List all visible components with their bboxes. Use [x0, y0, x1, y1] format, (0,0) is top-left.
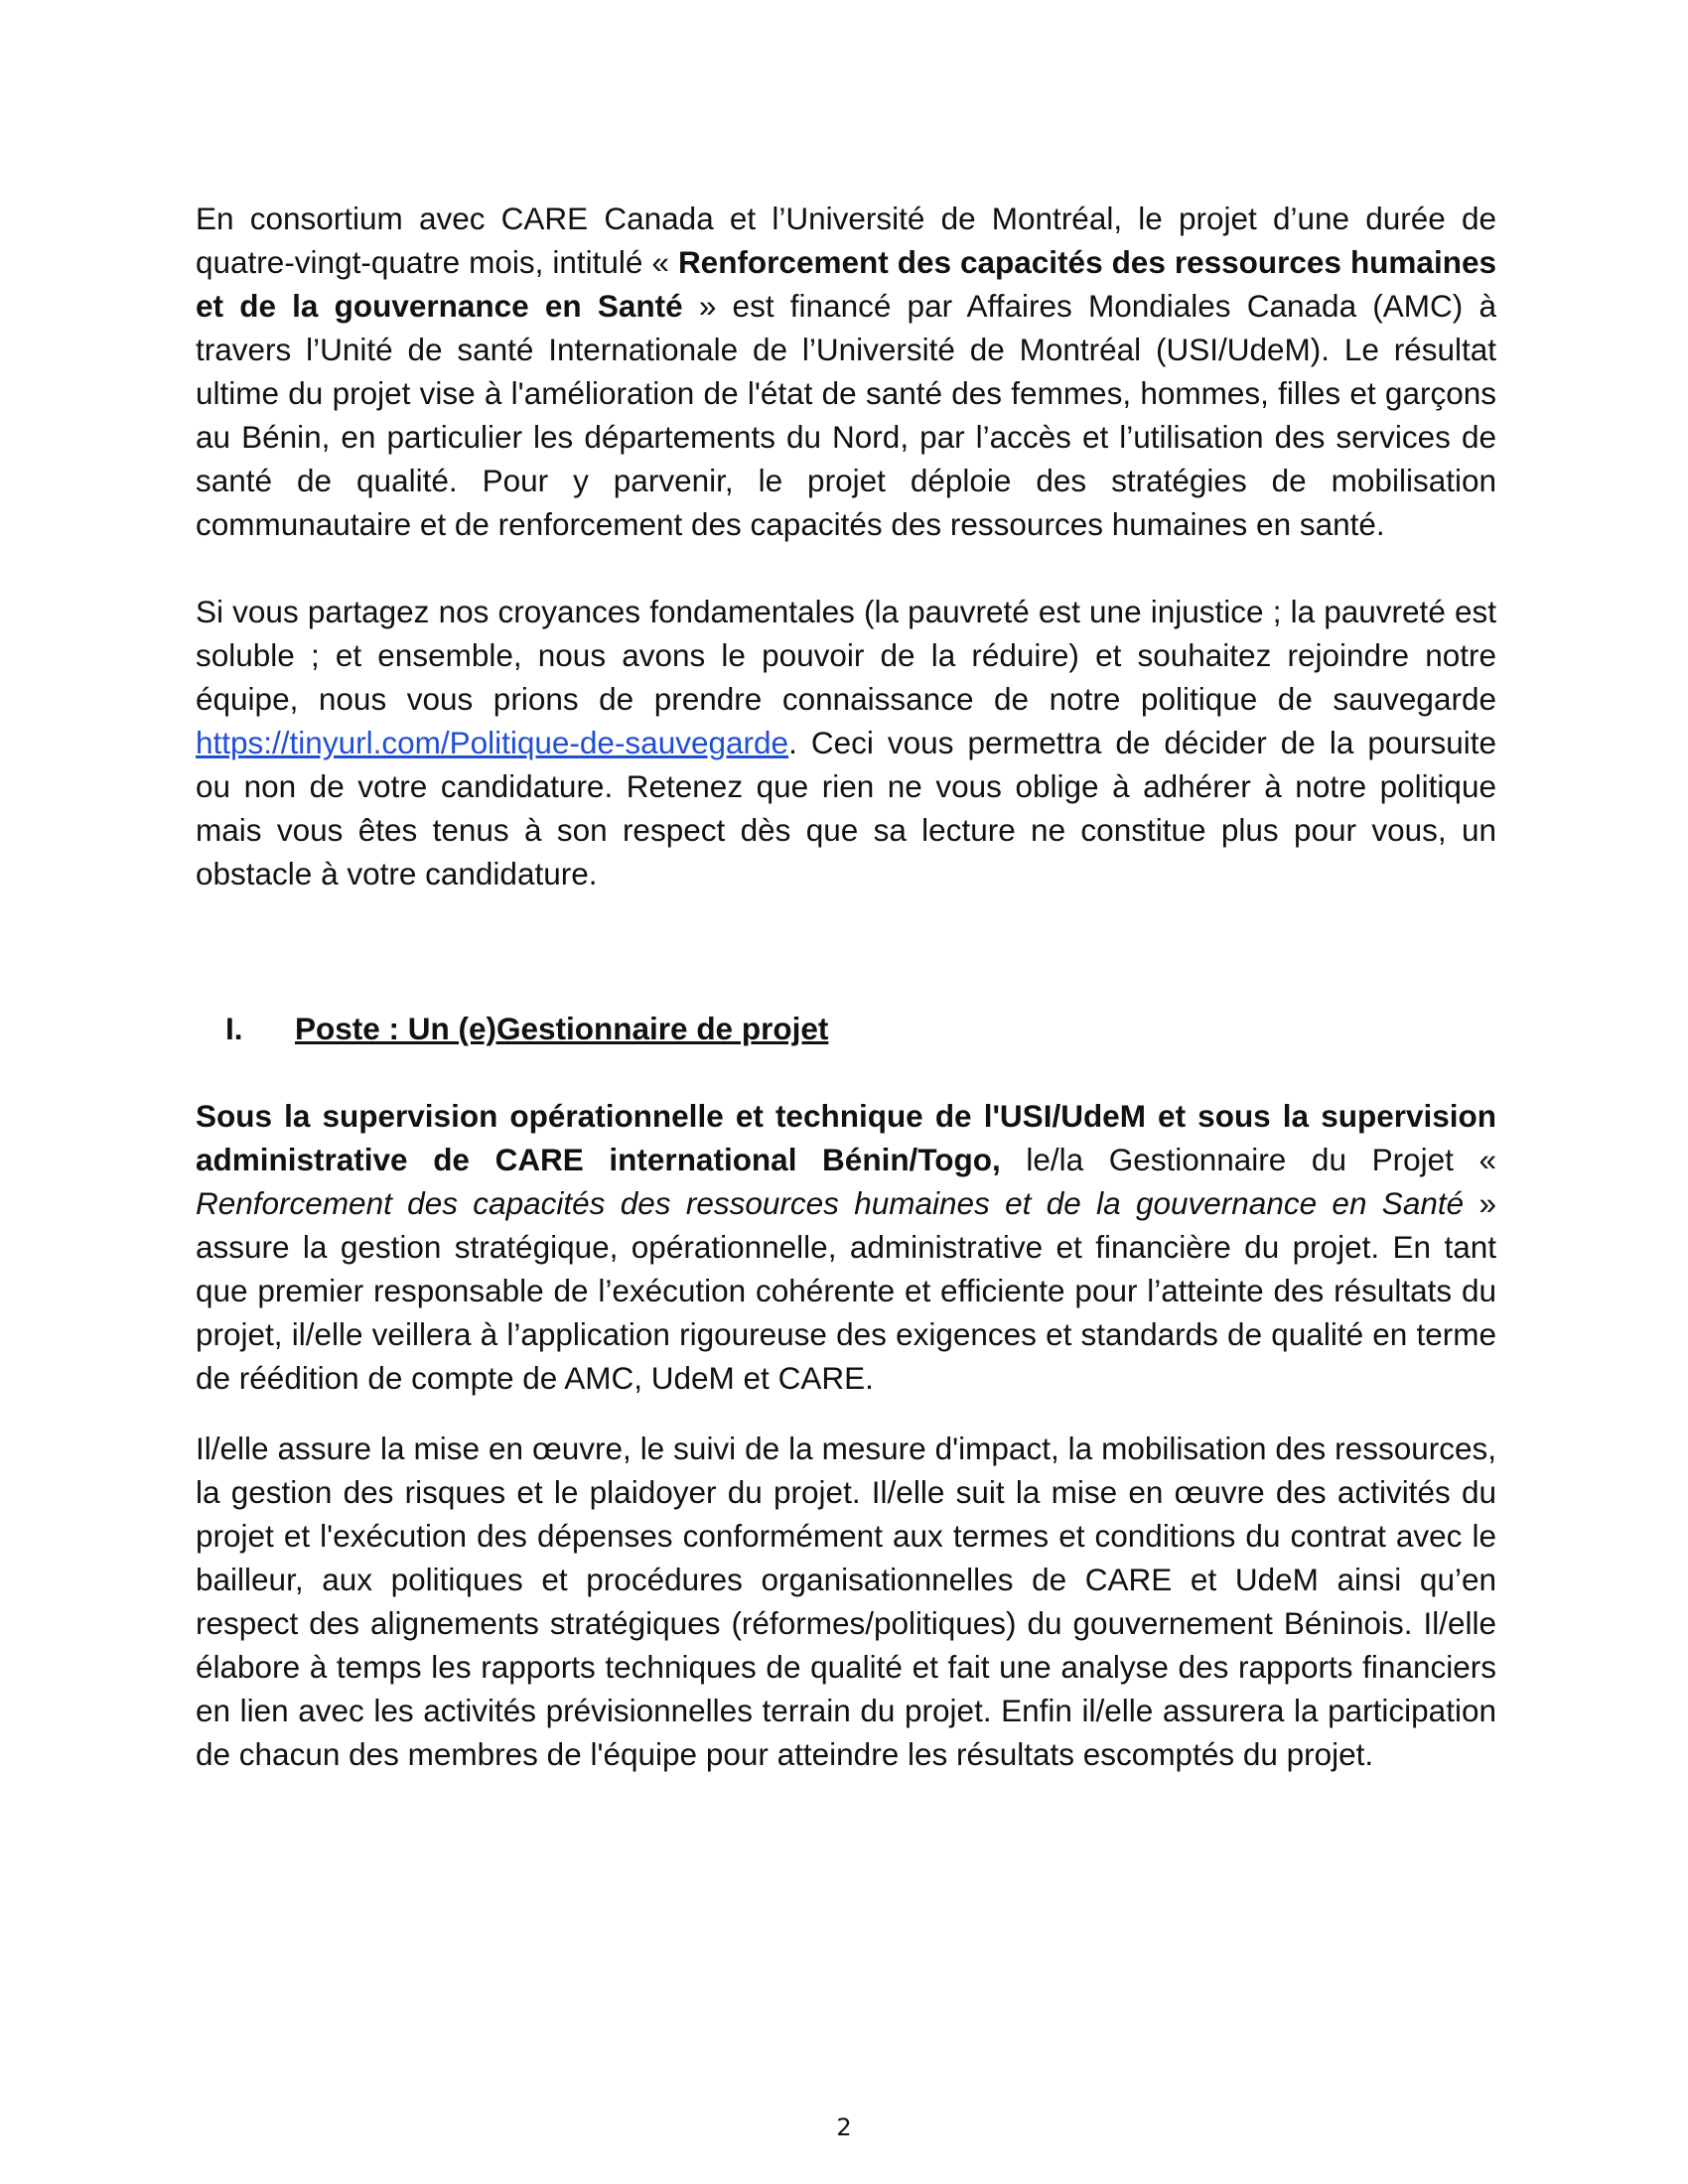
intro-text-2: » est financé par Affaires Mondiales Canada (AMC) à travers l’Unité de santé Internationale de l’Université de Montréal (USI/UdeM). Le résultat ultime du projet vise à l'amélioration de l'état de santé des femmes, hommes, filles et garçons au Bénin, en particulier les départements du Nord, par l’accès et l’utilisation des services de santé de qualité. Pour y parvenir, le projet déploie des stratégies de mobilisation communautaire et de renforcement des capacités des ressources humaines en santé. [196, 288, 1496, 542]
policy-paragraph [196, 590, 1496, 895]
responsibilities-paragraph [196, 1427, 1496, 1776]
supervision-text-2: » assure la gestion stratégique, opérationnelle, administrative et financière du projet. En tant que premier responsable de l’exécution cohérente et efficiente pour l’atteinte des résultats du projet, il/elle veillera à l’application rigoureuse des exigences et standards de qualité en terme de réédition de compte de AMC, UdeM et CARE. [196, 1185, 1496, 1396]
section-heading [196, 1007, 1496, 1050]
section-number: I. [225, 1011, 243, 1046]
intro-text-1: En consortium avec CARE Canada et l’Université de Montréal, le projet d’une durée de quatre-vingt-quatre mois, intitulé « [196, 201, 1496, 280]
project-title-italic: Renforcement des capacités des ressources humaines et de la gouvernance en Santé [196, 1185, 1465, 1221]
supervision-paragraph [196, 1094, 1496, 1400]
page-number: 2 [836, 2114, 852, 2141]
project-title-bold: Renforcement des capacités des ressources humaines et de la gouvernance en Santé [196, 244, 1496, 324]
responsibilities-text: Il/elle assure la mise en œuvre, le suivi de la mesure d'impact, la mobilisation des ressources, la gestion des risques et le plaidoyer du projet. Il/elle suit la mise en œuvre des activités du projet et l'exécution des dépenses conformément aux termes et conditions du contrat avec le bailleur, aux politiques et procédures organisationnelles de CARE et UdeM ainsi qu’en respect des alignements stratégiques (réformes/politiques) du gouvernement Béninois. Il/elle élabore à temps les rapports techniques de qualité et fait une analyse des rapports financiers en lien avec les activités prévisionnelles terrain du projet. Enfin il/elle assurera la participation de chacun des membres de l'équipe pour atteindre les résultats escomptés du projet. [196, 1431, 1496, 1772]
supervision-text-1: le/la Gestionnaire du Projet « [1000, 1142, 1496, 1177]
document-page [196, 197, 1496, 1776]
policy-text-1: Si vous partagez nos croyances fondamentales (la pauvreté est une injustice ; la pauvreté est soluble ; et ensemble, nous avons le pouvoir de la réduire) et souhaitez rejoindre notre équipe, nous vous prions de prendre connaissance de notre politique de sauvegarde [196, 594, 1496, 717]
policy-text-2: . Ceci vous permettra de décider de la poursuite ou non de votre candidature. Retenez que rien ne vous oblige à adhérer à notre politique mais vous êtes tenus à son respect dès que sa lecture ne constitue plus pour vous, un obstacle à votre candidature. [196, 725, 1496, 891]
policy-link[interactable]: https://tinyurl.com/Politique-de-sauvegarde [196, 725, 789, 760]
supervision-bold: Sous la supervision opérationnelle et technique de l'USI/UdeM et sous la supervision administrative de CARE international Bénin/Togo, [196, 1098, 1496, 1177]
section-title: Poste : Un (e)Gestionnaire de projet [295, 1011, 829, 1046]
intro-paragraph [196, 197, 1496, 546]
